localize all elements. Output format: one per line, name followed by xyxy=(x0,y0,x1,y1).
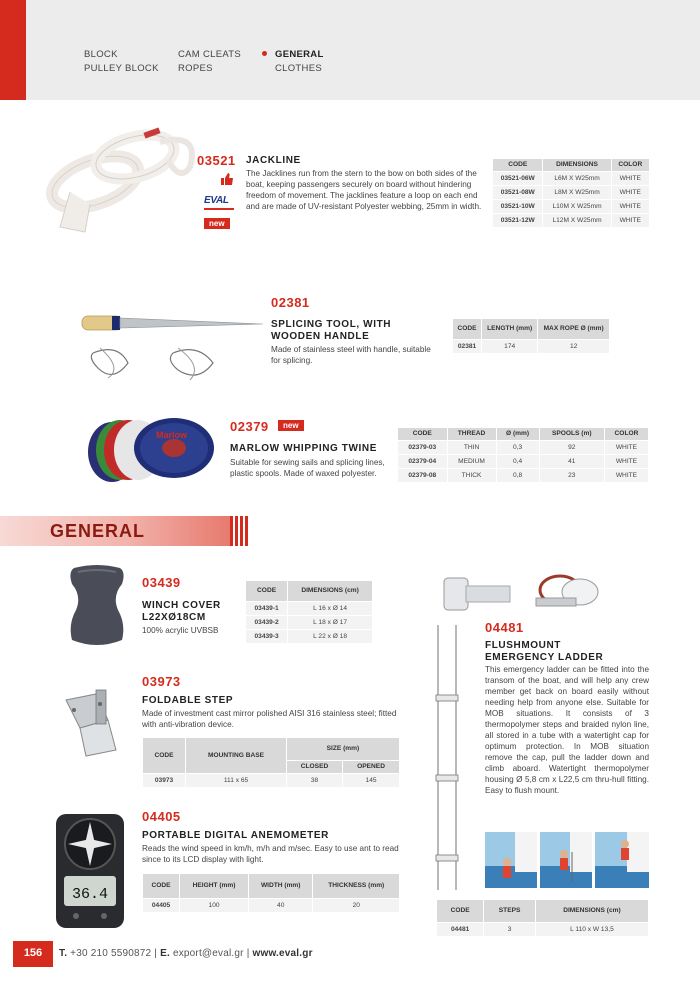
table-cell: L8M X W25mm xyxy=(543,186,610,199)
product-code-02381: 02381 xyxy=(271,295,310,310)
footer-website[interactable]: www.eval.gr xyxy=(252,948,313,959)
table-header: CODE xyxy=(143,874,179,898)
anemometer-image xyxy=(52,812,128,930)
table-cell: 40 xyxy=(249,899,312,912)
table-cell: 03439-3 xyxy=(246,630,287,643)
table-cell: WHITE xyxy=(605,455,648,468)
table-cell: THIN xyxy=(448,441,496,454)
table-cell: L 18 x Ø 17 xyxy=(288,616,372,629)
product-code-03521: 03521 xyxy=(197,153,236,168)
section-title: GENERAL xyxy=(50,521,146,541)
product-code-04405: 04405 xyxy=(142,809,181,824)
footer-e-label: E. xyxy=(160,948,170,959)
table-cell: 92 xyxy=(540,441,604,454)
title-line: WINCH COVER xyxy=(142,600,221,611)
table-cell: 02379-08 xyxy=(398,469,447,482)
table-cell: 12 xyxy=(538,340,609,353)
table-cell: 02381 xyxy=(453,340,481,353)
table-header: OPENED xyxy=(343,761,399,773)
table-cell: 20 xyxy=(313,899,399,912)
lcd-display: 36.4 xyxy=(72,886,109,903)
table-header-row xyxy=(493,159,649,171)
eval-logo-bar xyxy=(204,208,234,210)
table-row xyxy=(493,200,649,213)
table-cell: 174 xyxy=(482,340,537,353)
table-cell: 02379-03 xyxy=(398,441,447,454)
table-header: HEIGHT (mm) xyxy=(180,874,248,898)
table-cell: L 16 x Ø 14 xyxy=(288,602,372,615)
table-row xyxy=(398,455,648,468)
table-cell: 03521-06W xyxy=(493,172,542,185)
table-header: LENGTH (mm) xyxy=(482,319,537,339)
table-header: COLOR xyxy=(612,159,649,171)
new-badge-02379: new xyxy=(278,420,304,431)
page-number: 156 xyxy=(23,947,43,959)
product-desc-02379: Suitable for sewing sails and splicing lines, plastic spools. Made of waxed polyester. xyxy=(230,458,385,478)
footer-separator: | xyxy=(154,948,158,959)
product-code-04481: 04481 xyxy=(485,620,524,635)
table-header-row xyxy=(398,428,648,440)
table-cell: WHITE xyxy=(605,441,648,454)
nav-col-1 xyxy=(84,48,159,76)
table-row xyxy=(493,214,649,227)
table-header: COLOR xyxy=(605,428,648,440)
table-header: DIMENSIONS xyxy=(543,159,610,171)
table-header: MOUNTING BASE xyxy=(186,738,286,773)
footer-separator: | xyxy=(246,948,250,959)
table-cell: 145 xyxy=(343,774,399,787)
product-desc-03521: The Jacklines run from the stern to the bow on both sides of the boat, keeping passengers securely on board without hindering freedom of movement. The jacklines feature a loop on each end and are made of UV-resistant Polyester webbing, 25mm in width. xyxy=(246,169,482,211)
table-header: Ø (mm) xyxy=(497,428,539,440)
section-stripes xyxy=(230,516,248,546)
table-cell: 0,8 xyxy=(497,469,539,482)
table-header: CODE xyxy=(143,738,185,773)
table-header: SIZE (mm) xyxy=(287,738,399,760)
table-cell: MEDIUM xyxy=(448,455,496,468)
header-red-tab xyxy=(0,0,26,100)
nav-col-3 xyxy=(275,48,324,76)
product-code-03439: 03439 xyxy=(142,575,181,590)
table-cell: WHITE xyxy=(612,186,649,199)
table-cell: 03521-08W xyxy=(493,186,542,199)
table-header: CODE xyxy=(437,900,483,922)
table-cell: 03973 xyxy=(143,774,185,787)
table-header: CODE xyxy=(493,159,542,171)
product-title-02381 xyxy=(271,319,391,343)
table-row xyxy=(453,340,609,353)
table-cell: 03521-10W xyxy=(493,200,542,213)
table-cell: THICK xyxy=(448,469,496,482)
product-desc-04405: Reads the wind speed in km/h, m/h and m/sec. Easy to use ant to read since to its LCD display with light. xyxy=(142,844,399,864)
table-cell: 0,4 xyxy=(497,455,539,468)
product-desc-03439: 100% acrylic UVBSB xyxy=(142,626,219,635)
table-header: MAX ROPE Ø (mm) xyxy=(538,319,609,339)
spec-table-03973 xyxy=(142,737,400,788)
table-row xyxy=(143,899,399,912)
new-badge-03521: new xyxy=(204,218,230,229)
splicing-tool-image xyxy=(78,308,268,388)
nav-active-dot xyxy=(262,51,267,56)
table-row xyxy=(143,774,399,787)
table-cell: L10M X W25mm xyxy=(543,200,610,213)
product-code-02379: 02379 xyxy=(230,419,269,434)
spool-label: Marlow xyxy=(156,430,188,440)
nav-item-ropes[interactable]: ROPES xyxy=(178,63,213,74)
table-cell: 23 xyxy=(540,469,604,482)
product-code-03973: 03973 xyxy=(142,674,181,689)
spec-table-02379 xyxy=(397,427,649,483)
table-cell: 03439-2 xyxy=(246,616,287,629)
spec-table-04481 xyxy=(436,899,649,937)
product-desc-04481: This emergency ladder can be fitted into the transom of the boat, and will help any crew member get back on board easily without needing help from anyone else. Suitable for MOB situations. It consists of 3 thermopolymer steps and braided nylon line, all stored in a tube with a watertight cap for optimum protection. In MOB situation remove the cap, pull the ladder down and climb aboard. Watertight thermopolymer housing Ø 5,8 cm x L22,5 cm thru-hull fitting. Easy to flush mount. xyxy=(485,665,649,795)
nav-item-clothes[interactable]: CLOTHES xyxy=(275,63,322,74)
title-line: SPLICING TOOL, WITH xyxy=(271,319,392,330)
table-cell: WHITE xyxy=(612,172,649,185)
table-row xyxy=(493,172,649,185)
table-row xyxy=(493,186,649,199)
product-desc-03973: Made of investment cast mirror polished AISI 316 stainless steel; fitted with anti-vibration device. xyxy=(142,709,397,729)
product-desc-02381: Made of stainless steel with handle, suitable for splicing. xyxy=(271,345,431,365)
table-header: STEPS xyxy=(484,900,535,922)
table-cell: 38 xyxy=(287,774,342,787)
jackline-image xyxy=(40,112,210,242)
table-header: THICKNESS (mm) xyxy=(313,874,399,898)
table-header: CLOSED xyxy=(287,761,342,773)
thumbs-up-icon xyxy=(220,172,234,186)
foldable-step-image xyxy=(56,680,136,760)
usage-photo-1 xyxy=(485,832,537,888)
table-header-row xyxy=(246,581,372,601)
spec-table-03439 xyxy=(245,580,373,644)
table-cell: 41 xyxy=(540,455,604,468)
product-title-03439 xyxy=(142,600,221,624)
table-row xyxy=(246,630,372,643)
table-cell: 0,3 xyxy=(497,441,539,454)
nav-item-cam-cleats[interactable]: CAM CLEATS xyxy=(178,49,242,60)
nav-item-general[interactable]: GENERAL xyxy=(275,49,324,60)
table-cell: WHITE xyxy=(605,469,648,482)
table-cell: 03521-12W xyxy=(493,214,542,227)
footer-t-label: T. xyxy=(59,948,68,959)
table-cell: 100 xyxy=(180,899,248,912)
table-row xyxy=(398,469,648,482)
title-line: L22XØ18CM xyxy=(142,612,206,623)
nav-item-block[interactable]: BLOCK xyxy=(84,49,118,60)
table-row xyxy=(437,923,648,936)
table-row xyxy=(246,602,372,615)
usage-photo-3 xyxy=(595,832,649,888)
table-cell: 111 x 65 xyxy=(186,774,286,787)
ladder-tube-image xyxy=(440,568,605,623)
table-cell: L6M X W25mm xyxy=(543,172,610,185)
winch-cover-image xyxy=(62,562,132,650)
usage-photo-2 xyxy=(540,832,592,888)
spec-table-02381 xyxy=(452,318,610,354)
table-cell: 04481 xyxy=(437,923,483,936)
table-header: CODE xyxy=(246,581,287,601)
table-header-row xyxy=(437,900,648,922)
table-header: SPOOLS (m) xyxy=(540,428,604,440)
table-cell: WHITE xyxy=(612,200,649,213)
product-title-02379: MARLOW WHIPPING TWINE xyxy=(230,443,378,454)
table-cell: WHITE xyxy=(612,214,649,227)
product-title-03973: FOLDABLE STEP xyxy=(142,695,234,706)
table-row xyxy=(246,616,372,629)
footer-email[interactable]: export@eval.gr xyxy=(172,948,244,959)
table-header: DIMENSIONS (cm) xyxy=(288,581,372,601)
table-header-row xyxy=(143,738,399,760)
title-line: WOODEN HANDLE xyxy=(271,331,370,342)
table-cell: L 110 x W 13,5 xyxy=(536,923,648,936)
product-title-04481 xyxy=(485,640,603,664)
table-header-row xyxy=(453,319,609,339)
spec-table-03521 xyxy=(492,158,650,228)
table-row xyxy=(398,441,648,454)
table-cell: 02379-04 xyxy=(398,455,447,468)
table-header-row xyxy=(143,874,399,898)
ladder-image xyxy=(430,625,465,890)
eval-logo: EVAL xyxy=(204,195,229,206)
title-line: FLUSHMOUNT xyxy=(485,640,561,651)
table-cell: 3 xyxy=(484,923,535,936)
whipping-twine-image xyxy=(82,410,222,490)
footer-contact xyxy=(59,948,313,959)
table-header: WIDTH (mm) xyxy=(249,874,312,898)
footer-phone[interactable]: +30 210 5590872 xyxy=(70,948,152,959)
spec-table-04405 xyxy=(142,873,400,913)
table-header: DIMENSIONS (cm) xyxy=(536,900,648,922)
title-line: EMERGENCY LADDER xyxy=(485,652,604,663)
nav-col-2 xyxy=(178,48,241,76)
product-title-04405: PORTABLE DIGITAL ANEMOMETER xyxy=(142,830,329,841)
table-header: CODE xyxy=(398,428,447,440)
nav-item-pulley-block[interactable]: PULLEY BLOCK xyxy=(84,63,159,74)
table-cell: 03439-1 xyxy=(246,602,287,615)
table-header: THREAD xyxy=(448,428,496,440)
table-cell: L 22 x Ø 18 xyxy=(288,630,372,643)
table-cell: L12M X W25mm xyxy=(543,214,610,227)
table-cell: 04405 xyxy=(143,899,179,912)
table-header: CODE xyxy=(453,319,481,339)
product-title-03521: JACKLINE xyxy=(246,155,301,166)
